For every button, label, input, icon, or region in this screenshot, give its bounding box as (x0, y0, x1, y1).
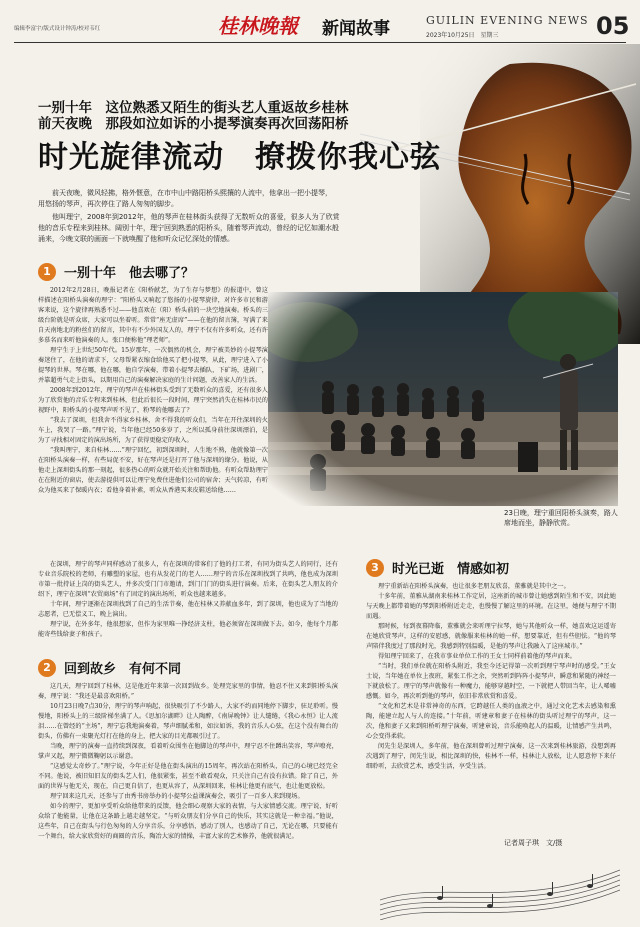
lead-paragraph-1: 前天夜晚，微风轻拂，格外惬意，在市中山中路阳桥头熙攘的人流中，他拿出一把小提琴，用悠扬的琴声，再次停住了路人匆匆的脚步。 (38, 189, 332, 208)
paragraph: 理宁说，在外多年，他很想家，但作为家里唯一挣经济支柱，他必须留在深圳做下去。如今，他每个月都能寄些钱给妻子和孩子。 (38, 621, 338, 638)
section-number-badge: 1 (38, 263, 56, 281)
headline: 时光旋律流动 撩拨你我心弦 (38, 140, 441, 175)
paragraph: 2012年2月28日，晚报记者在《阳桥献艺，为了生存与梦想》的报道中，曾这样描述在阳桥头演奏的理宁：“阳桥头又响起了悠扬的小提琴旋律，对许多市民和游客来说，这个旋律再熟悉不过——他喜欢在（阳）桥头前的一块空地演奏。桥头的三级台阶就是听众席，大家可以坐着听。常常“座无虚席”——在他的留言簿，写满了来自天南地北的粉丝们的留言，其中有不少外国友人的，理宁不仅有许多听众，还有许多慕名而来听他演奏的人。张口便称他“理老师”。 (38, 287, 268, 344)
section-1-body-b (38, 560, 338, 656)
section-3-body (366, 582, 616, 832)
section-name: 新闻故事 (322, 19, 390, 39)
section-title: 一别十年 他去哪了？ (64, 266, 195, 281)
newspaper-logo (216, 12, 312, 38)
paragraph: 在深圳，理宁的琴声同样感动了很多人，有在深圳的常客们了他的打工者，有同为街头艺人的同行，还有专业音乐院校的老师，有雕塑的家屋，也有从发花门的老人……理宁的音乐在深圳找到了共鸣，他也成为深圳市第一批持证上岗的街头艺人，并多次受门门市邀请，到门门门的街头进行演奏。后来，在街头艺人朋友的介绍下，理宁在深圳“农贸商场”有了固定的演出场所，听众也越来越多。 (38, 561, 338, 598)
byline: 记者周子琪 文/摄 (504, 839, 563, 847)
section-2-body (38, 682, 338, 862)
page-number: 05 (596, 12, 630, 40)
paragraph: 当晚，理宁的演奏一直持续到深夜，看着听众围坐在他脚边的琴声中，理宁忍不住蹲出笑容，琴声嘹亮，掌声又起，理宁微微鞠躬以示谢意。 (38, 743, 338, 760)
paragraph: 闵先生是深圳人，多年前，他在深圳曾听过理宁演奏，这一次来到桂林旅游，没想到再次遇到了理宁，闵先生说，相比深圳的快，桂林不一样，桂林让人放松，让人愿意停下来仔细聆听，去欣赏艺术，感受生活，享受生活。 (366, 743, 616, 770)
section-1-heading (38, 262, 194, 281)
svg-text:桂林晚報: 桂林晚報 (218, 14, 298, 38)
music-staff-decoration (380, 850, 620, 920)
paragraph: “我叫理宁，来自桂林……”理宁回忆，初到深圳时，人生地不熟，他就像第一次在阳桥头演奏一样，有些局促不安，好在琴声还是打开了他与深圳的缘分。他说，从他走上深圳街头的那一刻起，很多热心的听众就开始关注和帮助他。有听众帮助理宁在在附近的窗店，使去游提供可以让理宁免费住进他们公司的宿舍；天气转凉，有听众为他买来了保暖内衣；看他身着补素，听众从香港买来皮鞋送给他…… (38, 447, 268, 494)
paragraph: 那时候，每到夜幕降临，董雅就会来听理宁拉琴，她与其他听众一样，她喜欢这运遥寄在她欣赏琴声，这样的安慰感，就像服来桂林的她一样，想要靠近，但有些胆怯。“他的琴声陪伴我度过了那段时光，我感到特别温暖，是他的琴声让我融入了这座城市。” (366, 623, 616, 650)
staff-credits: 编辑李富宇/版式设计钟涛/校对韦红 (14, 26, 101, 32)
header-rule (14, 42, 626, 43)
paragraph: 理宁重新站在阳桥头演奏，也让很多老朋友欣喜，董雅就是其中之一。 (378, 583, 570, 590)
section-3-heading (366, 558, 509, 577)
paragraph: 得知理宁回来了，在我市事业单位工作的王女士同样前着他的琴声而来。 (378, 653, 576, 660)
issue-date: 2023年10月25日 星期三 (426, 32, 499, 39)
paragraph: 十年间，理宁逐渐在深圳找到了自己的生活节奏，他在桂林又养献血多年，到了深圳，他也成为了当地的志愿者，已无偿义工，晚上演出。 (38, 601, 338, 618)
paragraph: “这感觉太奇妙了。”理宁说，今年正好是他在街头演出的15周年，再次站在阳桥头，自己的心境已经完全不同。他说，被旧知旧友的街头艺人们，他很紧张，甚至不敢看观众，只关注自己有没有拉错。除了自己，外面的世界与他无关，现在，自己更自信了，也更从容了，从深圳回来，桂林让他更有底气，也让他更放松。 (38, 763, 338, 790)
paragraph: 这几天，理宁回到了桂林，这是他近年来第一次回到故乡。处理完家里的事情，他忍不住又来到阳桥头演奏，理宁说：“我还是最喜欢阳桥。” (38, 683, 338, 700)
section-number-badge: 2 (38, 659, 56, 677)
paragraph: 理宁回来这几天，还参与了由秀书房举办的小提琴公益课演奏会，吸引了一百多人来到现场。 (50, 793, 304, 800)
paragraph: 2008年到2012年，理宁的琴声在桂林街头受到了无数听众的喜爱，还有很多人为了欣赏他的音乐专程来到桂林，但此后很长一段时间，理宁突然消失在桂林市民的视野中，阳桥头的小提琴声听不见了，粉琴的他哪去了？ (38, 387, 268, 414)
photo-caption: 23日晚，理宁重回阳桥头演奏，路人席地而坐，静静欣赏。 (504, 509, 618, 527)
section-title: 时光已逝 情感如初 (392, 562, 510, 577)
kicker-line-2: 前天夜晚 那段如泣如诉的小提琴演奏再次回荡阳桥 (38, 116, 349, 132)
paper-english-name: GUILIN EVENING NEWS (426, 14, 589, 27)
paragraph: “我去了深圳，但我舍不得家乡桂林，舍不得我的听众们，当年在开往深圳的火车上，我哭了一路。”理宁说，当年他已经50多岁了，之所以孤身前往深圳漂泊，是为了寻找相对固定的演出场所，为了获得更稳定的收入。 (38, 417, 268, 444)
street-performance-photo (268, 292, 618, 506)
section-title: 回到故乡 有何不同 (64, 662, 182, 677)
kicker-line-1: 一别十年 这位熟悉又陌生的街头艺人重返故乡桂林 (38, 100, 349, 116)
paragraph: 10月23日晚7点30分，理宁的琴声响起，很快吸引了不少路人，大家不约而同地停下脚步，驻足聆听。慢慢地，阳桥头上的三级阶梯坐满了人。《思加尔湖畔》让人陶醉，《南屏晚钟》让人缱绻，《我心永恒》让人流泪……在曾经的“主场”，理宁忘我地演奏着，琴声细腻柔和，如泣如诉，我的音乐人心弦，在这个没有舞台的街头，仿佛有一束聚光灯打在他的身上，把大家的目光都吸引过了。 (38, 703, 338, 740)
paragraph: 如今的理宁，更加享受听众给他带来的反馈，他会细心观察大家的表情，与大家情感交流。理宁说，好听众给了他能量，让他在这条路上越走越坚定。“与听众朋友们分享自己的快乐，其实这就是一种幸福。”他说，这些年，自己在街头与行色匆匆的人分享音乐，分享感悟，感动了别人，也感动了自己，无论在哪，只要能有一个舞台，给大家欣赏好的商圈的音乐，陶冶大家的情操，丰富大家的艺术修养，他就很满足。 (38, 803, 338, 840)
paragraph: 十多年前，董雅从湖南来桂林工作定居，这座新的城市曾让她感到陌生和不安，因此她与天晚上都带着她的琴到阳桥附近走走，也慢慢了解这里的环境。在这里，她便与理宁不期而遇。 (366, 593, 616, 620)
section-number-badge: 3 (366, 559, 384, 577)
paragraph: “文化和艺术是非常神奇的东西，它跨越任人类的血液之中，通过文化艺术去感染和熏陶，能建立起人与人的连接。”十年前，听建章和妻子在桂林的街头听过理宁的琴声，这一次，他和妻子又来到阳桥听理宁演奏，听建章说，音乐能唤起人的温暖，让情感产生共鸣，心会变得柔软。 (366, 703, 616, 740)
paragraph: “当时，我们单位就在阳桥头附近，我至今还记得第一次听到理宁琴声时的感受。”王女士说，当年她在单位上夜班，紧张工作之余，突然听到阵阵小提琴声，瞬意和紧随的神经一下就放松了。理宁的琴声就像有一种魔力，能够穿越时空，一下就把人带回当年，让人唏嘘感慨。如今，再次听到他的琴声，依旧非常欣赏和喜爱。 (366, 663, 616, 700)
lead-paragraph-2: 他叫理宁，2008年到2012年，他的琴声在桂林街头获得了无数听众的喜爱，很多人为了欣赏他的音乐专程来到桂林。阔别十年，理宁回到熟悉的阳桥头，随着琴声流动，曾经的记忆如潮水般涌来，今晚文联的画面一下就唤醒了他和听众记忆深处的情感。 (38, 213, 340, 243)
section-2-heading (38, 658, 181, 677)
paragraph: 理宁生于上世纪50年代。15岁那年，一次偶然的机会，理宁被美妙的小提琴演奏迷住了，在他的请求下，父母帮紧衣缩食给他买了把小提琴，从此，理宁进入了小提琴的世界。琴在哪，他在哪，他自学演奏，带着小提琴去插队，下矿场，进剧厂，并靠超勇气走上街头，以期用自己的演奏解决家庭的生计问题，改善家人的生活。 (38, 347, 268, 384)
section-1-body-a (38, 286, 268, 556)
